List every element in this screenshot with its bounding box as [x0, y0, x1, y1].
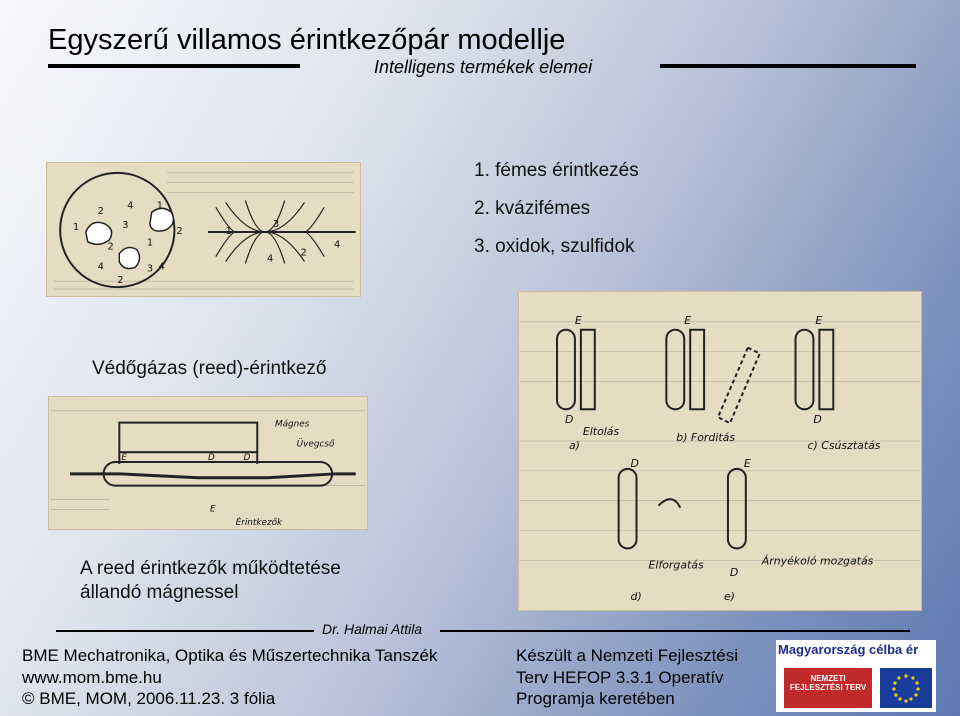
fig1-label: 4: [158, 261, 165, 273]
fig3-label: Elforgatás: [648, 558, 704, 572]
fig3-label: e): [723, 590, 735, 604]
fig3-label: Eltolás: [582, 425, 620, 439]
footer-funding-line: Programja keretében: [516, 689, 675, 708]
fig2-label: D: [243, 453, 251, 464]
contact-type-list: [474, 152, 639, 266]
contact-type-item: 3. oxidok, szulfidok: [474, 236, 635, 257]
slide-title: Egyszerű villamos érintkezőpár modellje: [48, 24, 566, 56]
fig2-label: Érintkezők: [235, 518, 283, 529]
fig2-label: D: [208, 453, 215, 464]
contact-type-item: 2. kvázifémes: [474, 198, 591, 219]
fig1-label: 1: [156, 200, 163, 212]
fig3-label: D: [564, 413, 574, 427]
eu-flag-icon: [880, 668, 932, 708]
fig1-label: 1: [146, 237, 154, 249]
footer-rule-left: [56, 630, 314, 632]
footer-rule-right: [440, 630, 910, 632]
footer-funding-line: Készült a Nemzeti Fejlesztési: [516, 646, 739, 665]
fig3-label: D: [630, 456, 639, 470]
footer-department: BME Mechatronika, Optika és Műszertechnika Tanszék: [22, 646, 438, 665]
fig1-label: 4: [127, 200, 134, 212]
footer-copyright: © BME, MOM, 2006.11.23. 3 fólia: [22, 689, 276, 708]
actuation-figure: [518, 291, 922, 611]
footer-funding: [516, 645, 738, 710]
fig1-label: 4: [334, 239, 341, 251]
fig1-label: 3: [122, 220, 129, 232]
fig3-label: D: [729, 566, 739, 580]
footer-funding-line: Terv HEFOP 3.3.1 Operatív: [516, 667, 724, 687]
fig1-label: 4: [97, 261, 104, 273]
fig1-label: 1: [72, 221, 80, 233]
actuation-caption-line1: A reed érintkezők működtetése: [80, 558, 341, 579]
footer-website-link[interactable]: www.mom.bme.hu: [22, 667, 162, 687]
title-rule-left: [48, 64, 300, 68]
fig1-label: 2: [117, 275, 124, 287]
fig3-label: Árnyékoló mozgatás: [761, 554, 874, 568]
reed-contact-figure: [48, 396, 368, 530]
fig3-label: E: [574, 313, 582, 327]
title-rule-right: [660, 64, 916, 68]
fig3-label: c) Csúsztatás: [807, 439, 881, 453]
actuation-drawing: [519, 292, 921, 610]
fig2-label: E: [209, 504, 216, 515]
fig1-label: 2: [300, 247, 307, 259]
contact-type-item: 1. fémes érintkezés: [474, 160, 639, 181]
fig1-label: 2: [107, 241, 114, 253]
actuation-caption-line2: állandó mágnessel: [80, 582, 239, 603]
fig3-label: d): [630, 590, 642, 604]
fig1-label: 3: [272, 219, 280, 231]
fig3-label: D: [813, 413, 822, 427]
fig1-label: 1: [225, 225, 232, 237]
fig2-label: Mágnes: [274, 419, 310, 430]
fig1-label: 3: [146, 263, 154, 275]
fig2-label: E: [121, 453, 127, 464]
slide-subtitle: Intelligens termékek elemei: [374, 57, 593, 77]
fig2-label: Üvegcső: [296, 439, 335, 450]
fig1-label: 2: [176, 225, 183, 237]
author-name: Dr. Halmai Attila: [322, 621, 423, 637]
fig3-label: E: [743, 456, 751, 470]
fig3-label: E: [684, 313, 692, 327]
magnet-shape: [119, 423, 257, 453]
contact-model-drawing: [47, 163, 360, 296]
logo-heading: Magyarország célba ér: [776, 640, 936, 660]
nft-logo: [776, 640, 936, 712]
fig1-label: 4: [267, 253, 274, 265]
fig3-label: a): [568, 439, 580, 453]
contact-model-figure: [46, 162, 361, 297]
fig1-label: 2: [97, 206, 104, 218]
fig3-label: E: [815, 313, 823, 327]
nft-emblem: NEMZETI FEJLESZTÉSI TERV: [784, 668, 872, 708]
fig3-label: b) Forditás: [676, 431, 736, 445]
reed-contact-drawing: [49, 397, 367, 529]
footer-institution: [22, 645, 437, 710]
reed-caption: Védőgázas (reed)-érintkező: [92, 358, 327, 379]
